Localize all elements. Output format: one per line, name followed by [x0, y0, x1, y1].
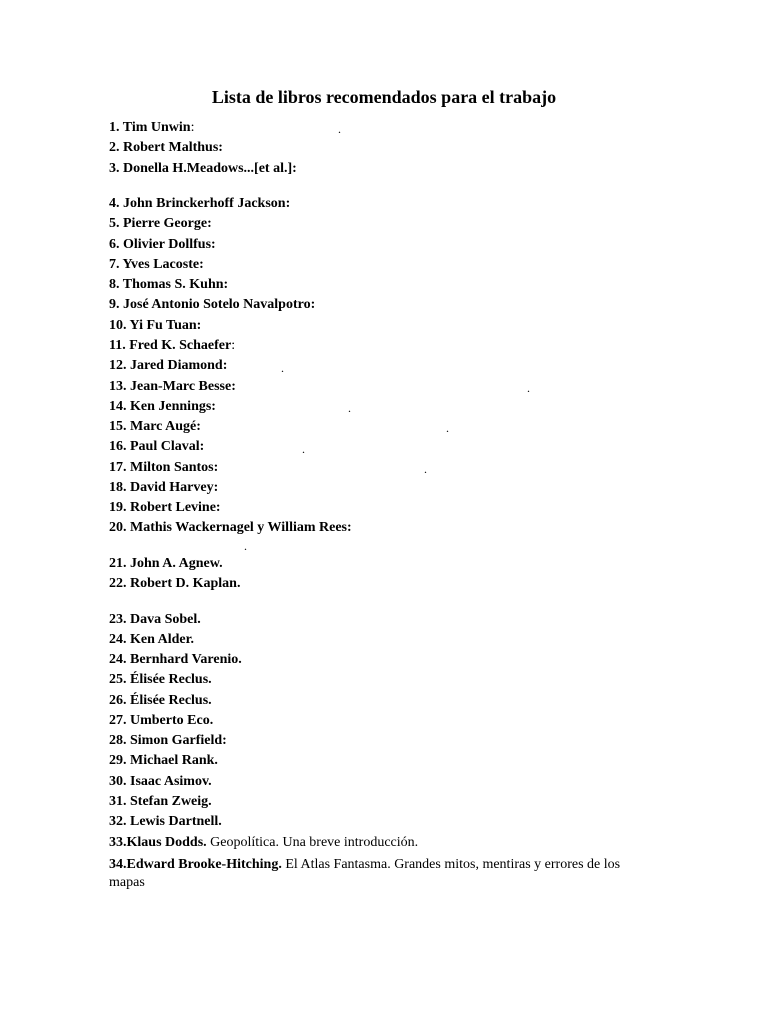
list-item: 33.Klaus Dodds. Geopolítica. Una breve introducción.	[109, 835, 419, 850]
list-item: 14. Ken Jennings:	[109, 399, 216, 414]
stray-dot: .	[281, 361, 284, 375]
list-item: 28. Simon Garfield:	[109, 733, 227, 748]
list-item: 18. David Harvey:	[109, 480, 219, 495]
list-item: 23. Dava Sobel.	[109, 612, 201, 627]
list-item: 19. Robert Levine:	[109, 500, 221, 515]
list-item: 20. Mathis Wackernagel y William Rees:	[109, 520, 352, 535]
list-item: 16. Paul Claval:	[109, 439, 205, 454]
stray-dot: .	[527, 381, 530, 395]
stray-dot: .	[302, 442, 305, 456]
list-item: 6. Olivier Dollfus:	[109, 237, 216, 252]
list-item: 4. John Brinckerhoff Jackson:	[109, 196, 291, 211]
list-item: 17. Milton Santos:	[109, 460, 219, 475]
list-item: 10. Yi Fu Tuan:	[109, 318, 202, 333]
list-item: 22. Robert D. Kaplan.	[109, 576, 241, 591]
list-item: 31. Stefan Zweig.	[109, 794, 212, 809]
list-item: 7. Yves Lacoste:	[109, 257, 204, 272]
list-item: 12. Jared Diamond:	[109, 358, 228, 373]
list-item: 34.Edward Brooke-Hitching. El Atlas Fantasma. Grandes mitos, mentiras y errores de los mapas	[109, 857, 621, 890]
list-item: 29. Michael Rank.	[109, 753, 218, 768]
list-item: 21. John A. Agnew.	[109, 556, 223, 571]
page-title: Lista de libros recomendados para el trabajo	[211, 87, 557, 107]
list-item: 24. Ken Alder.	[109, 632, 195, 647]
stray-dot: .	[338, 122, 341, 136]
list-item: 24. Bernhard Varenio.	[109, 652, 242, 667]
list-item: 32. Lewis Dartnell.	[109, 814, 222, 829]
list-item: 25. Élisée Reclus.	[109, 672, 212, 687]
list-item: 13. Jean-Marc Besse:	[109, 379, 236, 394]
stray-dot: .	[244, 539, 247, 553]
stray-dot: .	[446, 421, 449, 435]
stray-dot: .	[348, 401, 351, 415]
list-item: 1. Tim Unwin:	[109, 120, 195, 135]
list-item: 11. Fred K. Schaefer:	[109, 338, 236, 353]
list-item: 8. Thomas S. Kuhn:	[109, 277, 229, 292]
list-item: 9. José Antonio Sotelo Navalpotro:	[109, 297, 316, 312]
list-item: 3. Donella H.Meadows...[et al.]:	[109, 161, 297, 176]
list-item: 2. Robert Malthus:	[109, 140, 223, 155]
stray-dot: .	[424, 462, 427, 476]
list-item: 5. Pierre George:	[109, 216, 212, 231]
list-item: 30. Isaac Asimov.	[109, 774, 212, 789]
list-item: 27. Umberto Eco.	[109, 713, 214, 728]
list-item: 26. Élisée Reclus.	[109, 693, 212, 708]
list-item: 15. Marc Augé:	[109, 419, 201, 434]
